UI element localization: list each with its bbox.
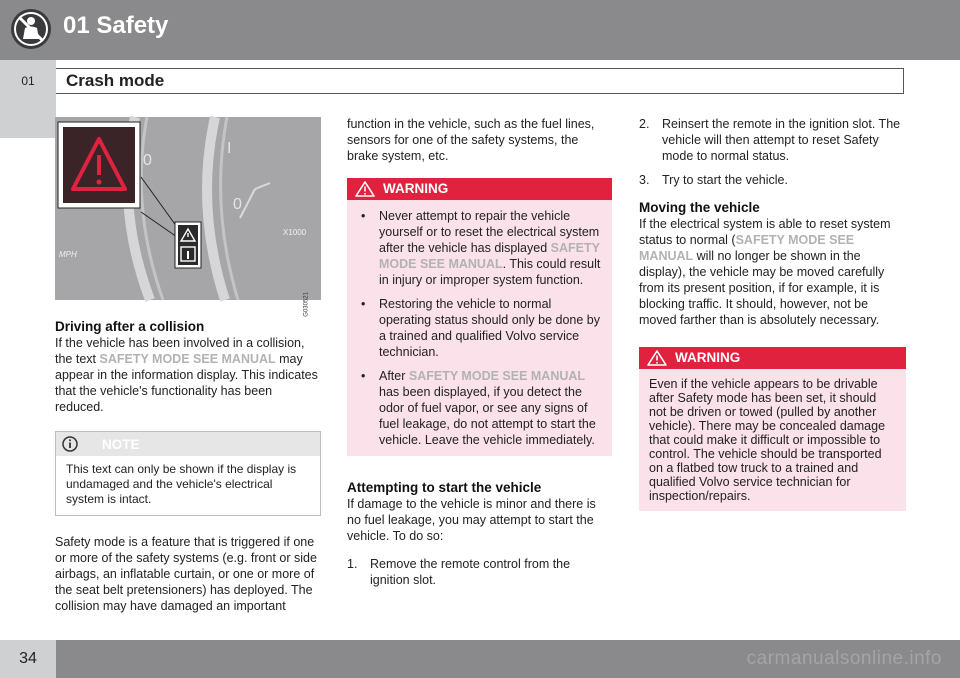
note-header [56, 432, 320, 456]
paragraph: If damage to the vehicle is minor and there is no fuel leakage, you may attempt to start the vehicle. To do so: [347, 497, 596, 543]
paragraph: Safety mode is a feature that is triggered if one or more of the safety systems (e.g. front or side airbags, an inflatable curtain, or one or more of the seat belt pretensioners) has deployed. The collision may have damaged an important [55, 535, 317, 613]
warning-header [347, 178, 612, 200]
warning-title: WARNING [383, 181, 449, 196]
warning-triangle-icon [355, 181, 375, 197]
list-item: 3. Try to start the vehicle. [639, 173, 788, 187]
watermark: carmanualsonline.info [746, 648, 942, 669]
steps-list [639, 116, 906, 188]
warning-bullet: • After SAFETY MODE SEE MANUAL has been displayed, if you detect the odor of fuel vapor, or see any signs of fuel leakage, do not attempt to start the vehicle. Leave the vehicle immediately. [357, 368, 602, 448]
warning-triangle-icon [647, 350, 667, 366]
heading-driving-after-collision: Driving after a collision [55, 319, 205, 334]
paragraph: function in the vehicle, such as the fuel lines, sensors for one of the safety systems, the brake system, etc. [347, 117, 595, 163]
warning-body: Even if the vehicle appears to be drivable after Safety mode has been set, it should not be driven or towed (pulled by another vehicle). There may be concealed damage that could make it difficult or impossible to control. The vehicle should be transported on a flatbed tow truck to a trained and qualified Volvo service technician for inspection/repairs. [649, 377, 886, 503]
section-title: Crash mode [66, 71, 165, 90]
seat-belt-icon [10, 8, 52, 50]
heading-attempting-to-start: Attempting to start the vehicle [347, 480, 542, 495]
warning-body [347, 200, 612, 456]
paragraph: If the vehicle has been involved in a collision, the text SAFETY MODE SEE MANUAL may appear in the information display. This indicates that the vehicle's functionality has been reduced. [55, 336, 318, 414]
section-bar [56, 68, 904, 94]
note-box [55, 431, 321, 516]
warning-bullet: • Never attempt to repair the vehicle yourself or to reset the electrical system after the vehicle has displayed SAFETY MODE SEE MANUAL. This could result in injury or improper system function. [357, 208, 602, 288]
chapter-header [0, 0, 960, 60]
column-2 [347, 116, 612, 596]
info-icon [62, 436, 78, 452]
dashboard-figure [55, 117, 321, 317]
steps-list [347, 556, 612, 588]
heading-moving-the-vehicle: Moving the vehicle [639, 200, 760, 215]
display-text-highlight: SAFETY MODE SEE MANUAL [379, 241, 600, 271]
display-text-highlight: SAFETY MODE SEE MANUAL [408, 369, 586, 383]
warning-bullet: • Restoring the vehicle to normal operating status should only be done by a trained and qualified Volvo service technician. [357, 296, 602, 360]
list-item: 1. Remove the remote control from the ignition slot. [347, 557, 571, 587]
gauge-label: X1000 [283, 228, 307, 237]
display-text-highlight: SAFETY MODE SEE MANUAL [99, 352, 276, 366]
column-3 [639, 116, 906, 521]
figure-code: G030521 [304, 292, 310, 317]
note-body: This text can only be shown if the display is undamaged and the vehicle's electrical system is intact. [66, 462, 297, 506]
list-item: 2. Reinsert the remote in the ignition slot. The vehicle will then attempt to reset Safety mode to normal status. [639, 117, 901, 163]
svg-text:0: 0 [233, 196, 242, 213]
instrument-cluster-illustration [55, 117, 321, 300]
column-1 [55, 117, 321, 624]
chapter-title: 01 Safety [63, 12, 169, 39]
warning-header [639, 347, 906, 369]
side-tab-label: 01 [21, 74, 35, 88]
svg-text:0: 0 [143, 152, 152, 169]
note-title: NOTE [102, 437, 140, 452]
display-text-highlight: SAFETY MODE SEE MANUAL [639, 233, 855, 263]
mph-label: MPH [59, 250, 77, 259]
paragraph: If the electrical system is able to reset system status to normal (SAFETY MODE SEE MANUAL will no longer be shown in the display), the vehicle may be moved carefully from its present position, if for example, it is blocking traffic. It should, however, not be moved farther than is absolutely necessary. [639, 217, 891, 327]
side-tab [0, 60, 56, 138]
warning-box [347, 178, 612, 456]
warning-title: WARNING [675, 350, 741, 365]
svg-text:I: I [227, 140, 232, 157]
warning-box [639, 347, 906, 511]
page-number: 34 [19, 650, 37, 667]
